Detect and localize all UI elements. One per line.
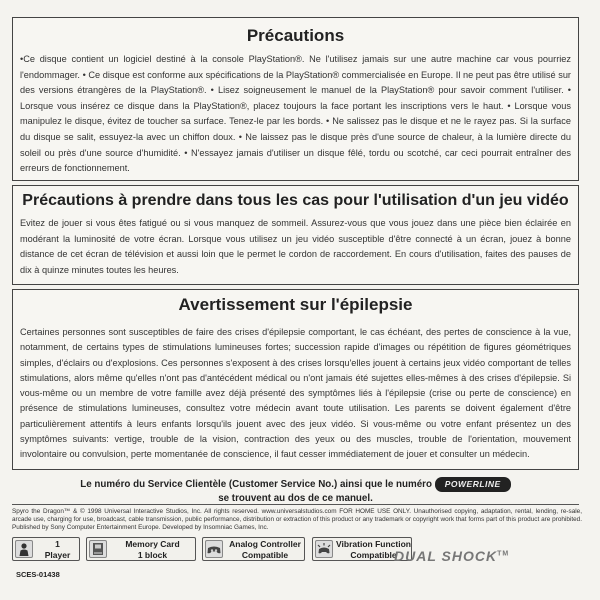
divider: [12, 504, 579, 505]
section-text: •Ce disque contient un logiciel destiné à la console PlayStation®. Ne l'utilisez jamais sur une autre machine car vous pourriez l'endommager. • Ce disque est conforme aux spécifications de la PlayStation® commercialisée en Europe. Il ne peut pas être utilisé sur des versions étrangères de la PlayStation®. • Lisez soigneusement le manuel de la PlayStation® pour savoir comment l'utiliser. • Lorsque vous insérez ce disque dans la PlayStation®, placez toujours la face portant les inscriptions vers le haut. • Lorsque vous manipulez le disque, évitez de toucher sa surface. Tenez-le par les bords. • Ne salissez pas le disque et ne le rayez pas. Si la surface du disque se salit, essuyez-la avec un chiffon doux. • Ne laissez pas le disque près d'une source de chaleur, à la lumière directe du soleil ou près d'une source d'humidité. • N'essayez jamais d'utiliser un disque fêlé, tordu ou scotché, car ceci pourrait entraîner des erreurs de fonctionnement.: [20, 54, 571, 174]
players-tile: [12, 537, 80, 561]
tile-line-2: 1 block: [137, 549, 168, 560]
epilepsy-warning-section: [12, 289, 579, 470]
powerline-badge: POWERLINE: [435, 477, 511, 492]
memory-card-tile: [86, 537, 196, 561]
analog-controller-icon: [205, 540, 223, 558]
customer-service-note: [12, 477, 579, 505]
precautions-section: [12, 17, 579, 181]
section-title: Avertissement sur l'épilepsie: [178, 295, 413, 314]
tile-line-1: Memory Card: [125, 539, 180, 549]
vibration-icon: [315, 540, 333, 558]
tile-line-1: 1: [55, 539, 60, 549]
analog-controller-tile: [202, 537, 305, 561]
tile-line-1: Analog Controller: [229, 539, 301, 549]
tile-line-2: Player: [44, 549, 71, 560]
video-game-precautions-section: [12, 185, 579, 285]
section-text: Certaines personnes sont susceptibles de faire des crises d'épilepsie comportant, le cas échéant, des pertes de conscience à la vue, notamment, de certains types de stimulations lumineuses fortes; succession rapide d'images ou répétition de figures géométriques simples, d'éclairs ou d'explosions. Ces personnes s'exposent à des crises lorsqu'elles jouent à certains jeux vidéo comportant de telles stimulations, alors même qu'elles n'ont pas d'antécédent médical ou n'ont jamais été sujettes elles-mêmes à des crises d'épilepsie. Si vous-même ou un membre de votre famille avez déjà présenté des symptômes liés à l'épilepsie (crise ou perte de conscience) en présence de stimulations lumineuses, consultez votre médecin avant toute utilisation. Les parents se doivent également d'être particulièrement attentifs à leurs enfants lorsqu'ils jouent avec des jeux vidéo. Si vous-même ou votre enfant présentez un des symptômes suivants: vertige, trouble de la vision, contraction des yeux ou des muscles, trouble de l'orientation, mouvement involontaire ou convulsion, perte momentanée de conscience, il faut cesser immédiatement de jouer et consulter un médecin.: [20, 327, 571, 460]
tile-line-2: Compatible: [350, 549, 397, 560]
section-text: Evitez de jouer si vous êtes fatigué ou si vous manquez de sommeil. Assurez-vous que vous jouez dans une pièce bien éclairée en modérant la luminosité de votre écran. Lorsque vous utilisez un jeu vidéo susceptible d'être connecté à un écran, jouez à bonne distance de cet écran de télévision et aussi loin que le permet le cordon de raccordement. En cours d'utilisation, faites des pauses de dix à quinze minutes toutes les heures.: [20, 218, 571, 275]
product-code: SCES-01438: [16, 570, 60, 579]
memory-card-icon: [89, 540, 107, 558]
service-line-2: se trouvent au dos de ce manuel.: [218, 493, 373, 504]
tile-line-1: Vibration Function: [336, 539, 411, 549]
service-line-1: Le numéro du Service Clientèle (Customer Service No.) ainsi que le numéro: [80, 479, 432, 491]
section-title: Précautions: [246, 26, 345, 45]
dualshock-logo: DUAL SHOCK™: [394, 548, 510, 564]
legal-notice: Spyro the Dragon™ & © 1998 Universal Interactive Studios, Inc. All rights reserved. www.universalstudios.com FOR HOME USE ONLY. Unauthorised copying, adaptation, rental, lending, re-sale, arcade use, charging for use, broadcast, cable transmission, public performance, distribution or extraction of this product or any trademark or copyright work that forms part of this product are prohibited. Published by Sony Computer Entertainment Europe. Developed by Insomniac Games, Inc.: [12, 508, 582, 532]
tile-line-2: Compatible: [241, 549, 289, 560]
person-icon: [15, 540, 33, 558]
section-title: Précautions à prendre dans tous les cas pour l'utilisation d'un jeu vidéo: [22, 192, 569, 209]
